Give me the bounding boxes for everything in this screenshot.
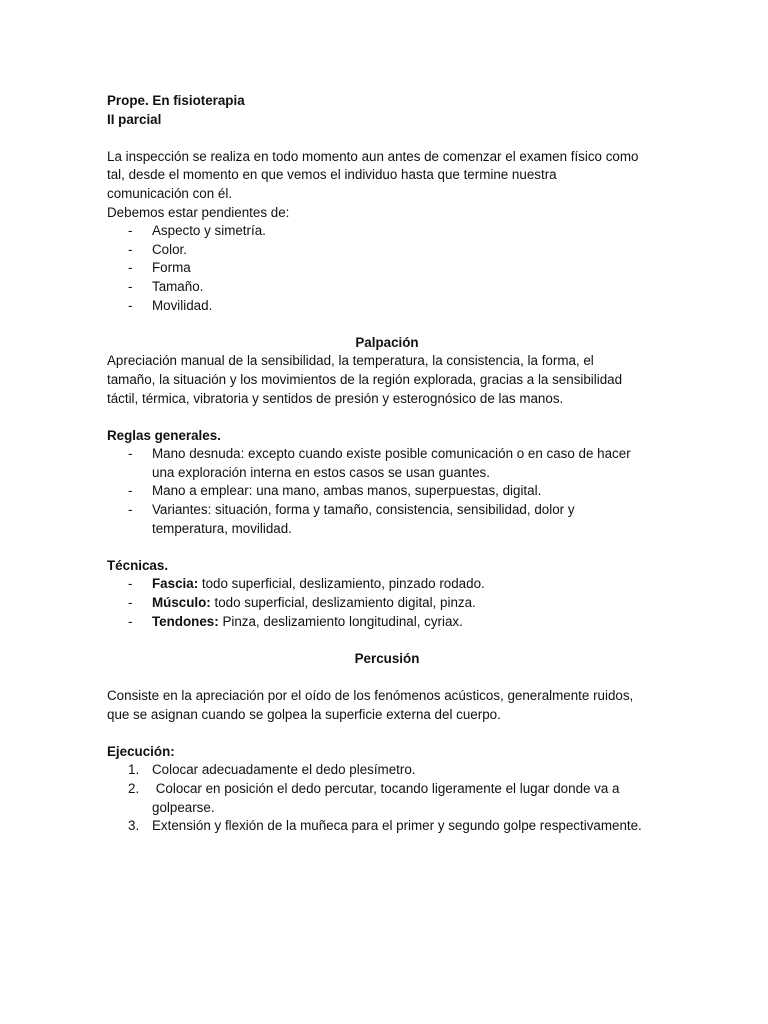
- technique-text: todo superficial, deslizamiento digital, pinza.: [210, 595, 476, 611]
- list-item-text: [152, 594, 667, 613]
- technique-label: Músculo:: [152, 595, 211, 611]
- list-marker: -: [128, 260, 133, 276]
- execution-heading: Ejecución:: [107, 743, 175, 759]
- spacer: [107, 724, 667, 743]
- list-marker: -: [128, 576, 133, 592]
- list-marker: -: [128, 595, 133, 611]
- list-marker: -: [128, 613, 133, 629]
- list-item-text: [152, 501, 667, 538]
- paragraph-line: táctil, térmica, vibratoria y sentidos de presión y esterognósico de las manos.: [107, 390, 564, 406]
- paragraph-line: tal, desde el momento en que vemos el individuo hasta que termine nuestra: [107, 167, 557, 183]
- section-heading-palpacion: Palpación: [355, 334, 419, 350]
- document-content: [107, 92, 667, 836]
- list-marker: -: [128, 278, 133, 294]
- list-item: [107, 445, 667, 482]
- list-item-line: una exploración interna en estos casos se usan guantes.: [152, 464, 490, 480]
- list-item: [107, 278, 667, 297]
- list-marker: -: [128, 483, 133, 499]
- list-item-text: [152, 445, 667, 482]
- paragraph-line: La inspección se realiza en todo momento aun antes de comenzar el examen físico como: [107, 148, 639, 164]
- paragraph-line: Debemos estar pendientes de:: [107, 204, 290, 220]
- list-item: [107, 761, 667, 780]
- technique-text: todo superficial, deslizamiento, pinzado rodado.: [198, 576, 485, 592]
- list-item-text: [152, 613, 667, 632]
- rules-list: [107, 445, 667, 538]
- technique-label: Tendones:: [152, 613, 219, 629]
- spacer: [107, 315, 667, 334]
- list-item-line: Extensión y flexión de la muñeca para el primer y segundo golpe respectivamente.: [152, 818, 642, 834]
- technique-text: Pinza, deslizamiento longitudinal, cyriax.: [218, 613, 463, 629]
- percusion-paragraph: [107, 687, 667, 724]
- list-number: 2.: [128, 780, 140, 796]
- list-item-text: Movilidad.: [152, 297, 213, 313]
- technique-label: Fascia:: [152, 576, 199, 592]
- list-item: [107, 297, 667, 316]
- list-item-line: Mano desnuda: excepto cuando existe posible comunicación o en caso de hacer: [152, 446, 631, 462]
- techniques-list: [107, 575, 667, 631]
- paragraph-line: Consiste en la apreciación por el oído de los fenómenos acústicos, generalmente ruidos,: [107, 688, 634, 703]
- list-item-text: [152, 482, 667, 501]
- paragraph-line: que se asignan cuando se golpea la superficie externa del cuerpo.: [107, 706, 501, 722]
- list-item: [107, 241, 667, 260]
- list-marker: -: [128, 297, 133, 313]
- spacer: [107, 408, 667, 427]
- document-title: Prope. En fisioterapia: [107, 93, 245, 108]
- list-item-text: Aspecto y simetría.: [152, 223, 266, 239]
- spacer: [107, 668, 667, 687]
- list-item: [107, 575, 667, 594]
- palpacion-paragraph: [107, 352, 667, 408]
- list-marker: -: [128, 241, 133, 257]
- list-marker: -: [128, 502, 133, 518]
- inspection-list: [107, 222, 667, 315]
- list-item: [107, 817, 667, 836]
- list-item-line: Colocar en posición el dedo percutar, tocando ligeramente el lugar donde va a: [152, 780, 620, 796]
- list-item-line: Mano a emplear: una mano, ambas manos, superpuestas, digital.: [152, 483, 542, 499]
- list-item-text: [152, 575, 667, 594]
- list-item-text: [152, 761, 667, 780]
- list-item-line: golpearse.: [152, 799, 215, 815]
- list-marker: -: [128, 223, 133, 239]
- list-item-text: Tamaño.: [152, 278, 204, 294]
- paragraph-line: comunicación con él.: [107, 185, 233, 201]
- list-item: [107, 613, 667, 632]
- techniques-heading: Técnicas.: [107, 557, 169, 573]
- list-item-line: Colocar adecuadamente el dedo plesímetro.: [152, 762, 416, 778]
- list-item-line: temperatura, movilidad.: [152, 520, 292, 536]
- list-marker: -: [128, 446, 133, 462]
- section-heading-percusion: Percusión: [354, 650, 420, 666]
- paragraph-line: Apreciación manual de la sensibilidad, la temperatura, la consistencia, la forma, el: [107, 353, 594, 369]
- list-item: [107, 222, 667, 241]
- inspection-paragraph: [107, 148, 667, 222]
- document-subtitle: II parcial: [107, 111, 162, 127]
- list-item: [107, 259, 667, 278]
- list-item: [107, 594, 667, 613]
- execution-steps: [107, 761, 667, 835]
- spacer: [107, 631, 667, 650]
- list-item-text: [152, 780, 667, 817]
- list-item: [107, 780, 667, 817]
- list-number: 1.: [128, 762, 140, 778]
- list-item-text: Forma: [152, 260, 191, 276]
- list-item-text: Color.: [152, 241, 187, 257]
- list-number: 3.: [128, 818, 140, 834]
- list-item: [107, 501, 667, 538]
- spacer: [107, 129, 667, 148]
- rules-heading: Reglas generales.: [107, 427, 221, 443]
- paragraph-line: tamaño, la situación y los movimientos de la región explorada, gracias a la sensibilidad: [107, 371, 623, 387]
- spacer: [107, 538, 667, 557]
- list-item: [107, 482, 667, 501]
- list-item-text: [152, 817, 667, 836]
- list-item-line: Variantes: situación, forma y tamaño, consistencia, sensibilidad, dolor y: [152, 502, 575, 518]
